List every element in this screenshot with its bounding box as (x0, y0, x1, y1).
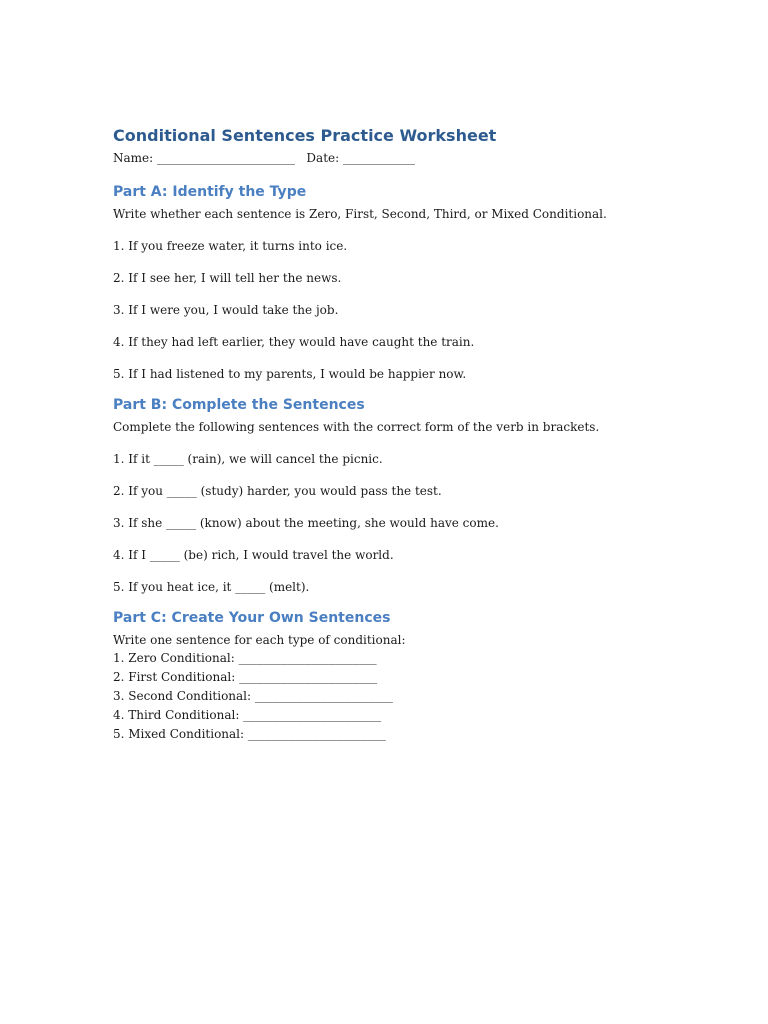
part-b-section (113, 395, 733, 596)
part-a-instruction: Write whether each sentence is Zero, First, Second, Third, or Mixed Conditional. (113, 207, 607, 221)
part-c-item-5: 5. Mixed Conditional: _______________________ (113, 727, 386, 741)
part-b-item-5: 5. If you heat ice, it _____ (melt). (113, 580, 310, 594)
part-c-list (113, 649, 733, 744)
part-c-heading: Part C: Create Your Own Sentences (113, 610, 391, 626)
part-c-section (113, 608, 733, 744)
part-b-instruction: Complete the following sentences with the correct form of the verb in brackets. (113, 420, 600, 434)
part-a-heading: Part A: Identify the Type (113, 184, 307, 200)
part-a-item-2: 2. If I see her, I will tell her the news. (113, 271, 342, 285)
part-a-item-1: 1. If you freeze water, it turns into ice. (113, 239, 348, 253)
worksheet-title: Conditional Sentences Practice Worksheet (113, 126, 497, 145)
part-c-item-4: 4. Third Conditional: _______________________ (113, 708, 382, 722)
part-b-item-2: 2. If you _____ (study) harder, you would pass the test. (113, 484, 442, 498)
part-c-item-3: 3. Second Conditional: _______________________ (113, 689, 393, 703)
part-c-item-1: 1. Zero Conditional: _______________________ (113, 651, 377, 665)
part-a-item-5: 5. If I had listened to my parents, I would be happier now. (113, 367, 467, 381)
part-a-section (113, 182, 733, 383)
part-c-item-2: 2. First Conditional: _______________________ (113, 670, 378, 684)
part-a-item-4: 4. If they had left earlier, they would have caught the train. (113, 335, 475, 349)
part-a-item-3: 3. If I were you, I would take the job. (113, 303, 339, 317)
name-date-line: Name: _______________________ Date: ____________ (113, 151, 415, 165)
part-b-item-1: 1. If it _____ (rain), we will cancel the picnic. (113, 452, 383, 466)
part-b-item-3: 3. If she _____ (know) about the meeting, she would have come. (113, 516, 499, 530)
part-b-item-4: 4. If I _____ (be) rich, I would travel the world. (113, 548, 394, 562)
part-c-instruction: Write one sentence for each type of conditional: (113, 633, 406, 647)
part-b-heading: Part B: Complete the Sentences (113, 397, 365, 413)
worksheet-page (113, 124, 733, 744)
